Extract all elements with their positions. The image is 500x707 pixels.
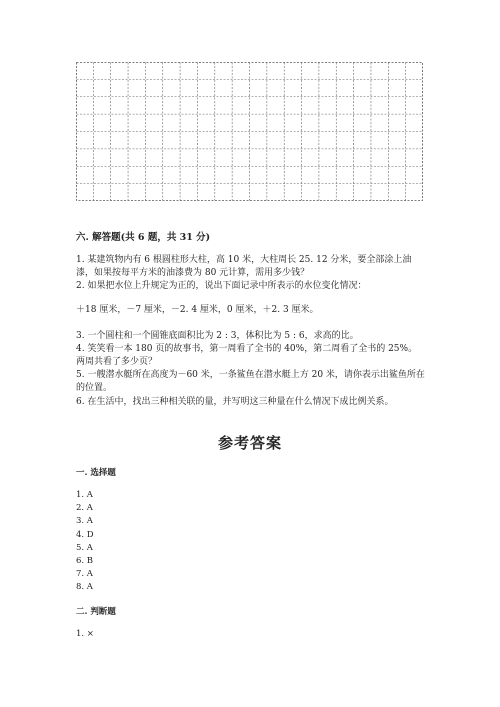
judge-answer-item: 1. × xyxy=(76,629,94,639)
answer-key-title: 参考答案 xyxy=(217,434,282,452)
choice-answer-item: 8. A xyxy=(76,582,93,593)
question-4: 4. 笑笑看一本 180 页的故事书，第一周看了全书的 40%，第二周看了全书的 25%。两周共看了多少页？ xyxy=(76,344,418,367)
judge-answer-list xyxy=(76,628,94,641)
answer-section-2-title: 二. 判断题 xyxy=(76,607,116,617)
section-title: 六. 解答题(共 6 题，共 31 分) xyxy=(76,232,211,243)
answer-section-1-title: 一. 选择题 xyxy=(76,468,116,478)
choice-answer-item: 3. A xyxy=(76,516,93,527)
question-6: 6. 在生活中，找出三种相关联的量，并写明这三种量在什么情况下成比例关系。 xyxy=(76,397,394,407)
choice-answer-item: 4. D xyxy=(76,529,94,540)
choice-answer-item: 7. A xyxy=(76,569,93,580)
answer-writing-grid xyxy=(76,62,423,201)
question-3: 3. 一个圆柱和一个圆锥底面积比为 2 : 3，体积比为 5 : 6，求高的比。 xyxy=(76,331,359,341)
choice-answer-item: 2. A xyxy=(76,503,93,514)
question-5: 5. 一艘潜水艇所在高度为－60 米，一条鲨鱼在潜水艇上方 20 米，请你表示出鲨鱼所在的位置。 xyxy=(76,370,425,393)
choice-answer-list xyxy=(76,489,94,595)
question-2: 2. 如果把水位上升规定为正的，说出下面记录中所表示的水位变化情况： xyxy=(76,281,367,291)
choice-answer-item: 5. A xyxy=(76,542,93,553)
choice-answer-item: 6. B xyxy=(76,556,94,567)
choice-answer-item: 1. A xyxy=(76,490,93,500)
question-1: 1. 某建筑物内有 6 根圆柱形大柱，高 10 米，大柱周长 25. 12 分米，要全部涂上油漆，如果按每平方米的油漆费为 80 元计算，需用多少钱？ xyxy=(76,255,412,278)
question-2-values: ＋18 厘米，－7 厘米，－2. 4 厘米，0 厘米，＋2. 3 厘米。 xyxy=(76,305,319,315)
